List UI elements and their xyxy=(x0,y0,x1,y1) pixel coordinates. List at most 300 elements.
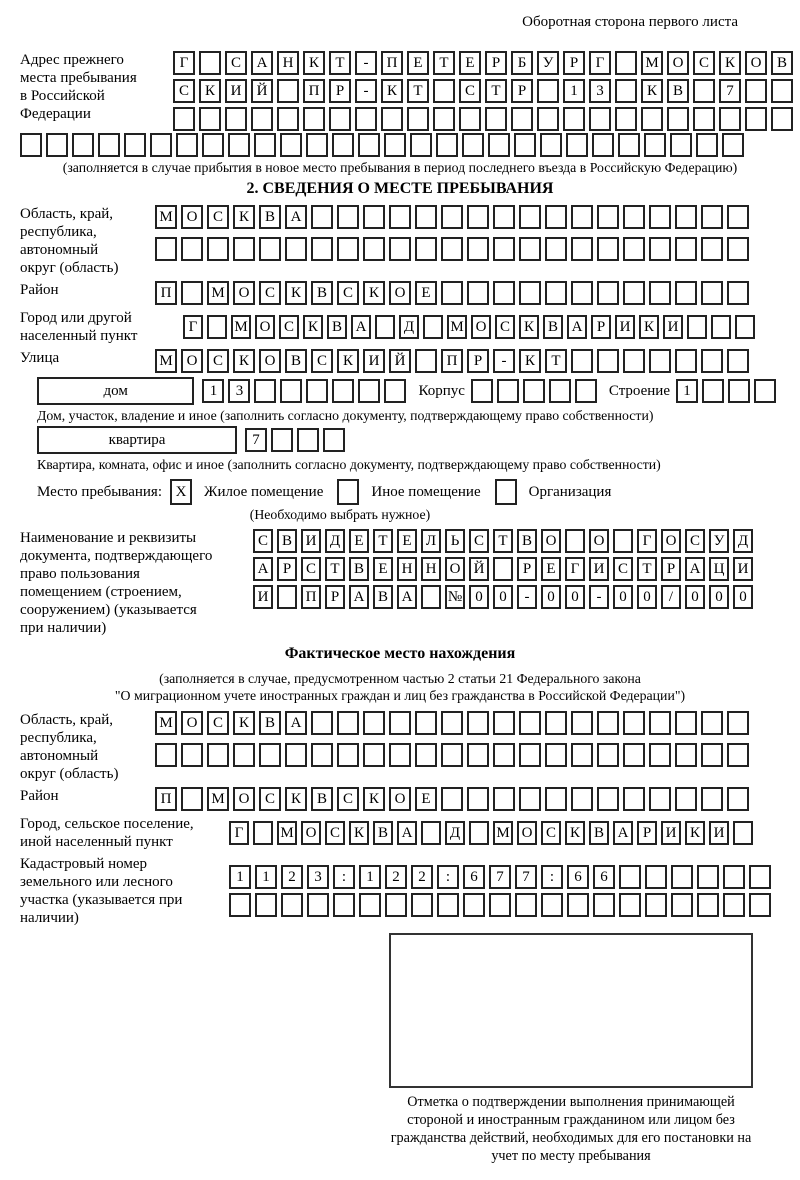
form-cell[interactable]: В xyxy=(373,585,393,609)
form-cell[interactable]: Й xyxy=(389,349,411,373)
form-cell[interactable] xyxy=(467,281,489,305)
form-cell[interactable]: : xyxy=(437,865,459,889)
form-cell[interactable] xyxy=(277,585,297,609)
form-cell[interactable]: К xyxy=(303,315,323,339)
form-cell[interactable] xyxy=(523,379,545,403)
form-cell[interactable] xyxy=(727,281,749,305)
form-cell[interactable]: Ь xyxy=(445,529,465,553)
form-cell[interactable] xyxy=(519,237,541,261)
form-cell[interactable] xyxy=(566,133,588,157)
form-cell[interactable] xyxy=(389,237,411,261)
form-cell[interactable] xyxy=(675,237,697,261)
form-cell[interactable]: П xyxy=(441,349,463,373)
form-cell[interactable] xyxy=(619,865,641,889)
form-cell[interactable] xyxy=(571,711,593,735)
form-cell[interactable]: С xyxy=(613,557,633,581)
form-cell[interactable] xyxy=(649,205,671,229)
form-cell[interactable] xyxy=(358,133,380,157)
form-cell[interactable]: К xyxy=(233,711,255,735)
form-cell[interactable] xyxy=(228,133,250,157)
form-cell[interactable]: О xyxy=(745,51,767,75)
form-cell[interactable] xyxy=(389,711,411,735)
form-cell[interactable] xyxy=(745,107,767,131)
form-cell[interactable] xyxy=(670,133,692,157)
organization-checkbox[interactable] xyxy=(495,479,517,505)
form-cell[interactable] xyxy=(485,107,507,131)
form-cell[interactable]: О xyxy=(181,205,203,229)
form-cell[interactable]: С xyxy=(253,529,273,553)
form-cell[interactable]: Г xyxy=(565,557,585,581)
form-cell[interactable] xyxy=(488,133,510,157)
form-cell[interactable] xyxy=(337,743,359,767)
form-cell[interactable]: Р xyxy=(661,557,681,581)
form-cell[interactable] xyxy=(253,821,273,845)
form-cell[interactable]: М xyxy=(155,205,177,229)
form-cell[interactable] xyxy=(329,107,351,131)
form-cell[interactable] xyxy=(645,865,667,889)
form-cell[interactable]: Н xyxy=(421,557,441,581)
form-cell[interactable] xyxy=(254,133,276,157)
form-cell[interactable]: Е xyxy=(459,51,481,75)
form-cell[interactable] xyxy=(649,743,671,767)
form-cell[interactable]: С xyxy=(337,787,359,811)
form-cell[interactable]: М xyxy=(155,711,177,735)
form-cell[interactable] xyxy=(229,893,251,917)
residential-checkbox[interactable]: X xyxy=(170,479,192,505)
form-cell[interactable] xyxy=(754,379,776,403)
form-cell[interactable] xyxy=(199,107,221,131)
form-cell[interactable] xyxy=(545,711,567,735)
form-cell[interactable]: В xyxy=(349,557,369,581)
form-cell[interactable]: С xyxy=(259,281,281,305)
form-cell[interactable]: Г xyxy=(183,315,203,339)
form-cell[interactable] xyxy=(311,743,333,767)
form-cell[interactable]: А xyxy=(349,585,369,609)
form-cell[interactable] xyxy=(702,379,724,403)
form-cell[interactable] xyxy=(615,107,637,131)
form-cell[interactable]: С xyxy=(311,349,333,373)
form-cell[interactable]: И xyxy=(253,585,273,609)
form-cell[interactable] xyxy=(441,743,463,767)
form-cell[interactable]: 7 xyxy=(515,865,537,889)
form-cell[interactable] xyxy=(727,743,749,767)
form-cell[interactable] xyxy=(545,237,567,261)
form-cell[interactable] xyxy=(545,743,567,767)
form-cell[interactable] xyxy=(667,107,689,131)
form-cell[interactable]: А xyxy=(397,585,417,609)
form-cell[interactable]: П xyxy=(155,281,177,305)
form-cell[interactable]: И xyxy=(589,557,609,581)
form-cell[interactable] xyxy=(199,51,221,75)
form-cell[interactable]: М xyxy=(207,787,229,811)
form-cell[interactable]: И xyxy=(363,349,385,373)
form-cell[interactable]: Т xyxy=(325,557,345,581)
form-cell[interactable] xyxy=(597,787,619,811)
form-cell[interactable] xyxy=(285,743,307,767)
form-cell[interactable]: 3 xyxy=(589,79,611,103)
form-cell[interactable] xyxy=(571,349,593,373)
form-cell[interactable]: Г xyxy=(589,51,611,75)
form-cell[interactable]: Е xyxy=(541,557,561,581)
form-cell[interactable]: : xyxy=(541,865,563,889)
form-cell[interactable] xyxy=(649,787,671,811)
form-cell[interactable]: С xyxy=(279,315,299,339)
form-cell[interactable] xyxy=(155,237,177,261)
form-cell[interactable] xyxy=(389,205,411,229)
form-cell[interactable] xyxy=(150,133,172,157)
form-cell[interactable]: 0 xyxy=(469,585,489,609)
form-cell[interactable] xyxy=(735,315,755,339)
form-cell[interactable] xyxy=(72,133,94,157)
form-cell[interactable]: С xyxy=(459,79,481,103)
form-cell[interactable] xyxy=(441,787,463,811)
form-cell[interactable] xyxy=(415,205,437,229)
form-cell[interactable] xyxy=(597,743,619,767)
form-cell[interactable]: Р xyxy=(485,51,507,75)
form-cell[interactable]: Е xyxy=(397,529,417,553)
form-cell[interactable] xyxy=(375,315,395,339)
form-cell[interactable] xyxy=(259,743,281,767)
form-cell[interactable] xyxy=(337,711,359,735)
form-cell[interactable]: 2 xyxy=(411,865,433,889)
form-cell[interactable] xyxy=(571,237,593,261)
other-premises-checkbox[interactable] xyxy=(337,479,359,505)
form-cell[interactable] xyxy=(202,133,224,157)
form-cell[interactable]: И xyxy=(661,821,681,845)
form-cell[interactable]: 1 xyxy=(563,79,585,103)
form-cell[interactable]: К xyxy=(381,79,403,103)
form-cell[interactable] xyxy=(563,107,585,131)
form-cell[interactable]: 6 xyxy=(567,865,589,889)
form-cell[interactable] xyxy=(571,281,593,305)
form-cell[interactable]: А xyxy=(613,821,633,845)
form-cell[interactable] xyxy=(697,893,719,917)
form-cell[interactable] xyxy=(649,349,671,373)
form-cell[interactable]: С xyxy=(259,787,281,811)
form-cell[interactable]: И xyxy=(615,315,635,339)
form-cell[interactable] xyxy=(389,743,411,767)
form-cell[interactable]: К xyxy=(519,349,541,373)
form-cell[interactable] xyxy=(415,237,437,261)
form-cell[interactable] xyxy=(441,281,463,305)
form-cell[interactable]: 0 xyxy=(613,585,633,609)
form-cell[interactable]: К xyxy=(337,349,359,373)
form-cell[interactable]: А xyxy=(285,205,307,229)
form-cell[interactable]: - xyxy=(355,51,377,75)
form-cell[interactable] xyxy=(519,205,541,229)
form-cell[interactable] xyxy=(437,893,459,917)
form-cell[interactable] xyxy=(363,711,385,735)
form-cell[interactable]: О xyxy=(589,529,609,553)
form-cell[interactable] xyxy=(597,711,619,735)
form-cell[interactable] xyxy=(303,107,325,131)
form-cell[interactable] xyxy=(280,133,302,157)
form-cell[interactable] xyxy=(307,893,329,917)
form-cell[interactable] xyxy=(469,821,489,845)
form-cell[interactable]: Р xyxy=(517,557,537,581)
form-cell[interactable]: 0 xyxy=(493,585,513,609)
form-cell[interactable] xyxy=(493,557,513,581)
form-cell[interactable] xyxy=(675,205,697,229)
form-cell[interactable] xyxy=(323,428,345,452)
form-cell[interactable] xyxy=(727,711,749,735)
form-cell[interactable]: О xyxy=(445,557,465,581)
form-cell[interactable]: К xyxy=(685,821,705,845)
form-cell[interactable] xyxy=(565,529,585,553)
form-cell[interactable] xyxy=(675,349,697,373)
form-cell[interactable] xyxy=(411,893,433,917)
form-cell[interactable] xyxy=(519,743,541,767)
form-cell[interactable]: П xyxy=(155,787,177,811)
form-cell[interactable] xyxy=(337,205,359,229)
form-cell[interactable]: К xyxy=(363,787,385,811)
form-cell[interactable]: 1 xyxy=(255,865,277,889)
form-cell[interactable]: В xyxy=(771,51,793,75)
form-cell[interactable]: 2 xyxy=(281,865,303,889)
form-cell[interactable]: С xyxy=(207,205,229,229)
form-cell[interactable]: 7 xyxy=(719,79,741,103)
form-cell[interactable]: С xyxy=(225,51,247,75)
form-cell[interactable] xyxy=(467,205,489,229)
form-cell[interactable] xyxy=(597,281,619,305)
form-cell[interactable]: 6 xyxy=(463,865,485,889)
form-cell[interactable]: Т xyxy=(637,557,657,581)
form-cell[interactable]: / xyxy=(661,585,681,609)
form-cell[interactable]: К xyxy=(519,315,539,339)
form-cell[interactable] xyxy=(727,787,749,811)
form-cell[interactable] xyxy=(571,787,593,811)
form-cell[interactable]: Д xyxy=(325,529,345,553)
form-cell[interactable]: Н xyxy=(397,557,417,581)
form-cell[interactable] xyxy=(671,893,693,917)
form-cell[interactable]: К xyxy=(285,281,307,305)
form-cell[interactable]: Т xyxy=(433,51,455,75)
form-cell[interactable]: 0 xyxy=(685,585,705,609)
form-cell[interactable]: Б xyxy=(511,51,533,75)
form-cell[interactable] xyxy=(410,133,432,157)
form-cell[interactable]: : xyxy=(333,865,355,889)
form-cell[interactable] xyxy=(493,237,515,261)
form-cell[interactable] xyxy=(467,743,489,767)
form-cell[interactable] xyxy=(467,787,489,811)
form-cell[interactable]: К xyxy=(303,51,325,75)
form-cell[interactable]: К xyxy=(285,787,307,811)
form-cell[interactable]: А xyxy=(251,51,273,75)
form-cell[interactable]: 1 xyxy=(359,865,381,889)
form-cell[interactable]: 3 xyxy=(307,865,329,889)
form-cell[interactable]: В xyxy=(373,821,393,845)
form-cell[interactable]: К xyxy=(719,51,741,75)
form-cell[interactable] xyxy=(771,79,793,103)
form-cell[interactable]: М xyxy=(277,821,297,845)
form-cell[interactable] xyxy=(207,315,227,339)
form-cell[interactable] xyxy=(701,237,723,261)
form-cell[interactable] xyxy=(441,237,463,261)
form-cell[interactable]: М xyxy=(155,349,177,373)
form-cell[interactable] xyxy=(701,205,723,229)
form-cell[interactable] xyxy=(463,893,485,917)
form-cell[interactable]: К xyxy=(233,205,255,229)
form-cell[interactable] xyxy=(511,107,533,131)
form-cell[interactable]: Р xyxy=(325,585,345,609)
form-cell[interactable]: 0 xyxy=(637,585,657,609)
form-cell[interactable] xyxy=(693,107,715,131)
form-cell[interactable]: Р xyxy=(329,79,351,103)
form-cell[interactable]: - xyxy=(355,79,377,103)
house-type-box[interactable]: дом xyxy=(37,377,194,405)
form-cell[interactable] xyxy=(384,379,406,403)
form-cell[interactable]: В xyxy=(517,529,537,553)
form-cell[interactable]: О xyxy=(471,315,491,339)
form-cell[interactable]: А xyxy=(351,315,371,339)
form-cell[interactable]: У xyxy=(537,51,559,75)
form-cell[interactable]: - xyxy=(589,585,609,609)
form-cell[interactable]: П xyxy=(301,585,321,609)
form-cell[interactable]: В xyxy=(259,205,281,229)
form-cell[interactable]: 0 xyxy=(733,585,753,609)
form-cell[interactable]: К xyxy=(565,821,585,845)
form-cell[interactable]: О xyxy=(517,821,537,845)
form-cell[interactable] xyxy=(311,711,333,735)
form-cell[interactable] xyxy=(233,237,255,261)
form-cell[interactable]: М xyxy=(641,51,663,75)
form-cell[interactable] xyxy=(722,133,744,157)
form-cell[interactable]: Е xyxy=(373,557,393,581)
form-cell[interactable] xyxy=(467,711,489,735)
form-cell[interactable] xyxy=(433,79,455,103)
form-cell[interactable] xyxy=(225,107,247,131)
form-cell[interactable]: О xyxy=(181,349,203,373)
form-cell[interactable] xyxy=(385,893,407,917)
form-cell[interactable]: Л xyxy=(421,529,441,553)
form-cell[interactable] xyxy=(649,281,671,305)
form-cell[interactable] xyxy=(359,893,381,917)
form-cell[interactable] xyxy=(489,893,511,917)
form-cell[interactable] xyxy=(545,281,567,305)
form-cell[interactable]: 1 xyxy=(676,379,698,403)
form-cell[interactable]: К xyxy=(233,349,255,373)
form-cell[interactable] xyxy=(311,237,333,261)
form-cell[interactable]: О xyxy=(233,281,255,305)
form-cell[interactable]: К xyxy=(641,79,663,103)
form-cell[interactable] xyxy=(597,349,619,373)
form-cell[interactable]: А xyxy=(285,711,307,735)
form-cell[interactable]: Д xyxy=(733,529,753,553)
form-cell[interactable]: Д xyxy=(445,821,465,845)
form-cell[interactable] xyxy=(644,133,666,157)
form-cell[interactable] xyxy=(251,107,273,131)
form-cell[interactable]: С xyxy=(325,821,345,845)
form-cell[interactable] xyxy=(727,237,749,261)
form-cell[interactable]: В xyxy=(667,79,689,103)
form-cell[interactable] xyxy=(433,107,455,131)
form-cell[interactable] xyxy=(20,133,42,157)
form-cell[interactable] xyxy=(592,133,614,157)
form-cell[interactable]: М xyxy=(493,821,513,845)
form-cell[interactable]: С xyxy=(541,821,561,845)
form-cell[interactable]: О xyxy=(389,787,411,811)
form-cell[interactable] xyxy=(615,79,637,103)
form-cell[interactable] xyxy=(98,133,120,157)
form-cell[interactable] xyxy=(623,711,645,735)
form-cell[interactable]: О xyxy=(667,51,689,75)
form-cell[interactable] xyxy=(462,133,484,157)
form-cell[interactable]: О xyxy=(541,529,561,553)
form-cell[interactable]: 0 xyxy=(541,585,561,609)
form-cell[interactable] xyxy=(697,865,719,889)
form-cell[interactable]: Д xyxy=(399,315,419,339)
form-cell[interactable]: Р xyxy=(467,349,489,373)
form-cell[interactable] xyxy=(421,821,441,845)
form-cell[interactable] xyxy=(467,237,489,261)
form-cell[interactable] xyxy=(423,315,443,339)
form-cell[interactable] xyxy=(549,379,571,403)
form-cell[interactable] xyxy=(593,893,615,917)
form-cell[interactable] xyxy=(623,787,645,811)
form-cell[interactable] xyxy=(363,205,385,229)
form-cell[interactable]: С xyxy=(173,79,195,103)
form-cell[interactable] xyxy=(254,379,276,403)
form-cell[interactable] xyxy=(181,237,203,261)
form-cell[interactable] xyxy=(618,133,640,157)
form-cell[interactable] xyxy=(333,893,355,917)
form-cell[interactable]: Р xyxy=(563,51,585,75)
form-cell[interactable] xyxy=(575,379,597,403)
form-cell[interactable]: С xyxy=(685,529,705,553)
form-cell[interactable]: Й xyxy=(469,557,489,581)
form-cell[interactable]: О xyxy=(301,821,321,845)
form-cell[interactable] xyxy=(723,893,745,917)
form-cell[interactable] xyxy=(207,237,229,261)
form-cell[interactable]: 2 xyxy=(385,865,407,889)
form-cell[interactable]: М xyxy=(231,315,251,339)
form-cell[interactable] xyxy=(415,711,437,735)
form-cell[interactable] xyxy=(421,585,441,609)
form-cell[interactable]: А xyxy=(397,821,417,845)
form-cell[interactable]: О xyxy=(259,349,281,373)
form-cell[interactable] xyxy=(281,893,303,917)
form-cell[interactable] xyxy=(332,379,354,403)
form-cell[interactable]: - xyxy=(517,585,537,609)
form-cell[interactable] xyxy=(515,893,537,917)
form-cell[interactable] xyxy=(332,133,354,157)
form-cell[interactable] xyxy=(733,821,753,845)
form-cell[interactable]: В xyxy=(259,711,281,735)
form-cell[interactable] xyxy=(355,107,377,131)
form-cell[interactable]: Р xyxy=(277,557,297,581)
form-cell[interactable] xyxy=(441,205,463,229)
form-cell[interactable]: Т xyxy=(373,529,393,553)
form-cell[interactable] xyxy=(493,743,515,767)
form-cell[interactable] xyxy=(545,205,567,229)
form-cell[interactable]: С xyxy=(495,315,515,339)
form-cell[interactable] xyxy=(155,743,177,767)
form-cell[interactable] xyxy=(541,893,563,917)
form-cell[interactable] xyxy=(645,893,667,917)
form-cell[interactable] xyxy=(641,107,663,131)
form-cell[interactable] xyxy=(459,107,481,131)
form-cell[interactable]: № xyxy=(445,585,465,609)
form-cell[interactable]: С xyxy=(337,281,359,305)
form-cell[interactable]: 6 xyxy=(593,865,615,889)
form-cell[interactable] xyxy=(567,893,589,917)
form-cell[interactable] xyxy=(597,205,619,229)
form-cell[interactable]: Т xyxy=(493,529,513,553)
form-cell[interactable] xyxy=(519,281,541,305)
form-cell[interactable]: И xyxy=(663,315,683,339)
form-cell[interactable]: В xyxy=(327,315,347,339)
form-cell[interactable] xyxy=(519,711,541,735)
